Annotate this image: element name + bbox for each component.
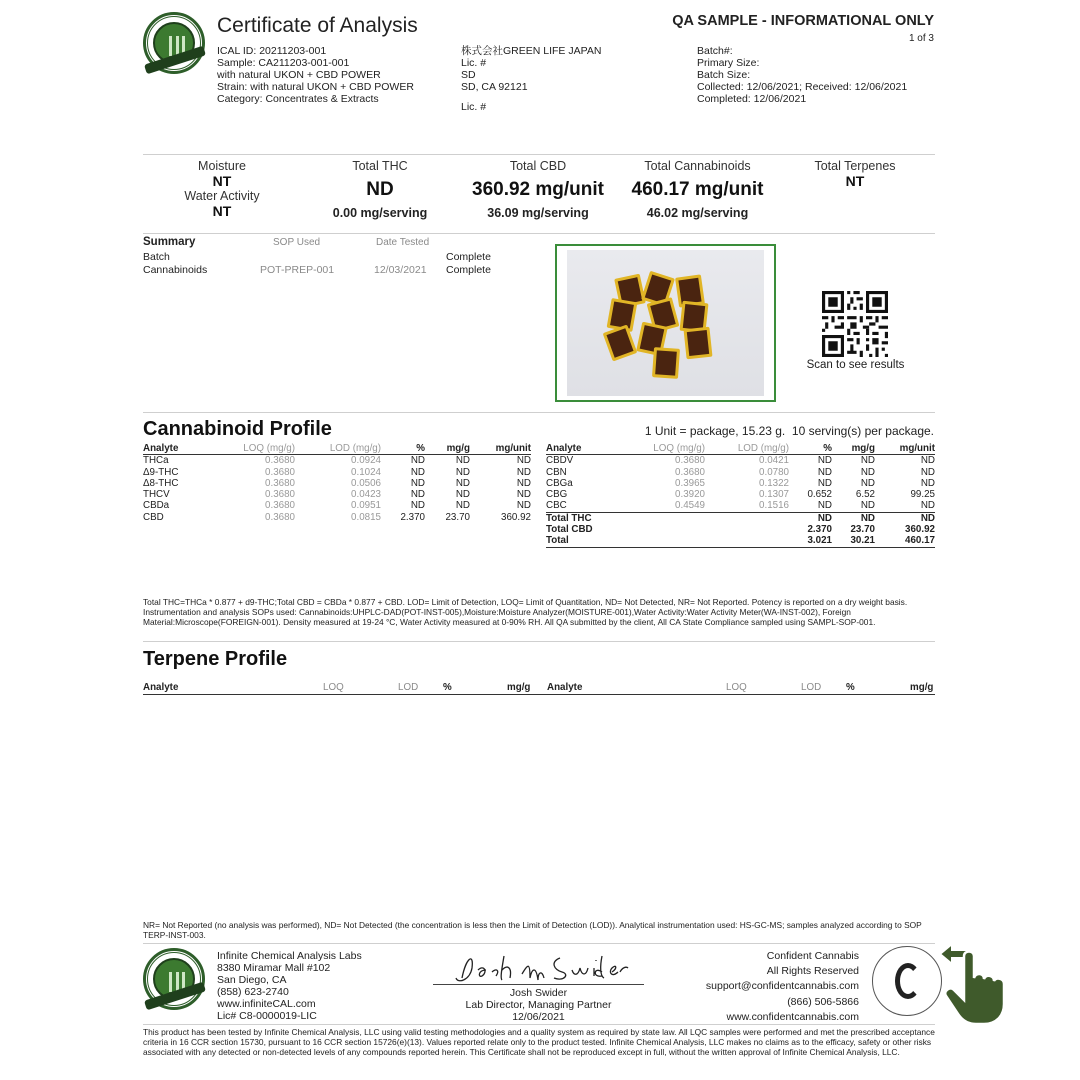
- table-row: [546, 512, 935, 524]
- value-cell: ND: [920, 477, 935, 489]
- qa-sample-note: QA SAMPLE - INFORMATIONAL ONLY: [672, 13, 934, 29]
- qr-code[interactable]: [822, 291, 888, 357]
- lab-address: Infinite Chemical Analysis Labs 8380 Miramar Mall #102 San Diego, CA (858) 623-2740 www.infiniteCAL.com Lic# C8-0000019-LIC: [217, 950, 362, 1022]
- value-cell: ND: [516, 489, 531, 501]
- table-row: [546, 467, 935, 478]
- tap-hand-icon[interactable]: [930, 936, 1020, 1026]
- value-cell: 0.3680: [265, 511, 295, 523]
- value-cell: 0.3680: [265, 466, 295, 478]
- value-cell: ND: [860, 477, 875, 489]
- value-cell: 0.0815: [351, 511, 381, 523]
- table-row: [546, 478, 935, 489]
- value-cell: ND: [516, 477, 531, 489]
- terpene-notes: NR= Not Reported (no analysis was performed), ND= Not Detected (the concentration is less then the Limit of Detection (LOD)). Analytical instrumentation used: HS-GC-MS; samples analyzed according to SOP TERP-INST-003.: [143, 920, 922, 941]
- value-cell: 2.370: [400, 511, 425, 523]
- analyte-cell: Total: [546, 535, 626, 547]
- value-cell: 0.0423: [351, 489, 381, 501]
- analyte-cell: CBG: [546, 489, 568, 501]
- value-cell: 0.0951: [351, 500, 381, 512]
- table-row: [143, 512, 531, 523]
- lab-seal-logo-footer: [143, 948, 205, 1010]
- value-cell: ND: [920, 455, 935, 467]
- batch-info: Batch#: Primary Size: Batch Size: Collected: 12/06/2021; Received: 12/06/2021 Completed: 12/06/2021: [697, 45, 908, 105]
- analyte-cell: CBDa: [143, 500, 170, 512]
- value-cell: ND: [860, 455, 875, 467]
- analyte-cell: CBDV: [546, 455, 574, 467]
- document-title: Certificate of Analysis: [217, 14, 418, 37]
- cannabinoid-profile-title: Cannabinoid Profile: [143, 418, 332, 440]
- cannabinoid-table-right: Analyte LOQ (mg/g) LOD (mg/g) % mg/g mg/unit CBDV 0.3680 0.0421 ND ND ND CBN 0.3680 0.0780 ND ND ND CBGa 0.3965 0.1322 ND ND ND CBG 0.3920 0.1307 0.652 6.52 99.25 CBC 0.4549 0.1516 ND ND ND Total THC ND ND ND Total CBD 2.370 23.70 360.92 Total 3.021 30.21 460.17: [546, 443, 935, 547]
- total-cbd-block: Total CBD 360.92 mg/unit 36.09 mg/serving: [472, 159, 604, 220]
- value-cell: ND: [455, 466, 470, 478]
- client-info: 株式会社GREEN LIFE JAPAN Lic. # SD SD, CA 92121 Lic. #: [461, 45, 602, 113]
- value-cell: ND: [410, 466, 425, 478]
- value-cell: ND: [789, 512, 832, 524]
- table-row: [143, 455, 531, 467]
- value-cell: 360.92: [905, 524, 935, 536]
- analyte-cell: CBN: [546, 466, 567, 478]
- cannabinoid-notes: Total THC=THCa * 0.877 + d9-THC;Total CBD = CBDa * 0.877 + CBD. LOD= Limit of Detection, LOQ= Limit of Quantitation, ND= Not Detected, NR= Not Reported. Potency is reported on a dry weight basis. Instrumentation and analysis SOPs used: Cannabinoids:UHPLC-DAD(POT-INST-005),Moisture:Moisture Analyzer(MOISTURE-001),Water Activity:Water Activity Meter(WA-INST-002), Foreign Material:Microscope(FOREIGN-001). Density measured at 19-24 °C, Water Activity measured at 0-90% RH. All QA submitted by the client, All CA State Compliance sampled using SAMPL-SOP-001.: [143, 597, 908, 628]
- value-cell: 0.3680: [265, 500, 295, 512]
- value-cell: ND: [817, 466, 832, 478]
- value-cell: 0.3965: [675, 477, 705, 489]
- table-row: [143, 489, 531, 500]
- value-cell: 2.370: [807, 524, 832, 536]
- total-thc-block: Total THC ND 0.00 mg/serving: [332, 159, 428, 220]
- value-cell: 0.0421: [759, 455, 789, 467]
- value-cell: ND: [817, 455, 832, 467]
- total-terpenes-block: Total Terpenes NT: [814, 159, 896, 189]
- value-cell: ND: [875, 512, 935, 524]
- analyte-cell: CBC: [546, 500, 567, 512]
- legal-disclaimer: This product has been tested by Infinite Chemical Analysis, LLC using valid testing methodologies and a quality system as required by state law. All LQC samples were performed and met the prescribed acceptance criteria in 16 CCR section 15730, pursuant to 16 CCR section 15726(e)(13). Values reported relate only to the product tested. Infinite Chemical Analysis, LLC makes no claims as to the efficacy, safety or other risks associated with any detected or non-detected levels of any compounds reported herein. This Certificate shall not be reproduced except in full, without the written approval of Infinite Chemical Analysis, LLC.: [143, 1027, 935, 1058]
- total-cannabinoids-block: Total Cannabinoids 460.17 mg/unit 46.02 mg/serving: [631, 159, 764, 220]
- value-cell: 0.3680: [675, 466, 705, 478]
- value-cell: 0.1322: [759, 477, 789, 489]
- value-cell: ND: [920, 466, 935, 478]
- qr-caption: Scan to see results: [806, 359, 905, 371]
- value-cell: ND: [455, 477, 470, 489]
- value-cell: 23.70: [850, 524, 875, 536]
- value-cell: 0.3680: [675, 455, 705, 467]
- value-cell: 99.25: [910, 489, 935, 501]
- value-cell: 460.17: [875, 535, 935, 547]
- table-row: [546, 535, 935, 547]
- value-cell: [705, 535, 789, 547]
- analyte-cell: THCV: [143, 489, 170, 501]
- value-cell: ND: [817, 477, 832, 489]
- value-cell: ND: [410, 500, 425, 512]
- value-cell: ND: [410, 489, 425, 501]
- signer-info: Josh Swider Lab Director, Managing Partner 12/06/2021: [465, 987, 612, 1023]
- value-cell: [705, 512, 789, 524]
- value-cell: 0.3920: [675, 489, 705, 501]
- terpene-profile-title: Terpene Profile: [143, 648, 288, 670]
- value-cell: ND: [817, 500, 832, 512]
- table-row: [143, 478, 531, 489]
- moisture-block: Moisture NT Water Activity NT: [184, 159, 260, 219]
- table-row: [546, 489, 935, 500]
- table-row: [143, 467, 531, 478]
- analyte-cell: CBGa: [546, 477, 573, 489]
- signature-image: [452, 948, 632, 986]
- value-cell: [626, 535, 705, 547]
- value-cell: ND: [860, 500, 875, 512]
- value-cell: 0.1024: [351, 466, 381, 478]
- table-row: [546, 524, 935, 535]
- unit-note: 1 Unit = package, 15.23 g. 10 serving(s) per package.: [644, 424, 934, 438]
- value-cell: 0.3680: [265, 455, 295, 467]
- value-cell: ND: [832, 512, 875, 524]
- value-cell: 0.1307: [759, 489, 789, 501]
- value-cell: 0.3680: [265, 489, 295, 501]
- value-cell: 0.0780: [759, 466, 789, 478]
- value-cell: 30.21: [832, 535, 875, 547]
- value-cell: ND: [455, 489, 470, 501]
- lab-seal-logo: [143, 12, 205, 74]
- value-cell: 3.021: [789, 535, 832, 547]
- cannabinoid-table-left: Analyte LOQ (mg/g) LOD (mg/g) % mg/g mg/unit THCa 0.3680 0.0924 ND ND ND Δ9-THC 0.3680 0.1024 ND ND ND Δ8-THC 0.3680 0.0506 ND ND ND THCV 0.3680 0.0423 ND ND ND CBDa 0.3680 0.0951 ND ND ND CBD 0.3680 0.0815 2.370 23.70 360.92: [143, 443, 531, 523]
- table-row: [143, 500, 531, 511]
- product-photo: [555, 244, 776, 402]
- analyte-cell: Total THC: [546, 512, 626, 524]
- value-cell: 0.4549: [675, 500, 705, 512]
- page-number: 1 of 3: [908, 33, 934, 44]
- value-cell: ND: [920, 500, 935, 512]
- terpene-table-header: Analyte LOQ LOD % mg/g Analyte LOQ LOD % mg/g: [143, 682, 934, 693]
- analyte-cell: Δ8-THC: [143, 477, 179, 489]
- table-row: [546, 500, 935, 512]
- analyte-cell: THCa: [143, 455, 169, 467]
- analyte-cell: Total CBD: [546, 524, 593, 536]
- value-cell: ND: [860, 466, 875, 478]
- value-cell: [626, 524, 705, 535]
- value-cell: ND: [410, 477, 425, 489]
- value-cell: 0.1516: [759, 500, 789, 512]
- analyte-cell: CBD: [143, 511, 164, 523]
- value-cell: ND: [455, 500, 470, 512]
- value-cell: 0.0924: [351, 455, 381, 467]
- value-cell: [705, 524, 789, 535]
- confident-cannabis-info: Confident Cannabis All Rights Reserved support@confidentcannabis.com (866) 506-5866 www.confidentcannabis.com: [705, 950, 859, 1023]
- analyte-cell: Δ9-THC: [143, 466, 179, 478]
- value-cell: ND: [455, 455, 470, 467]
- value-cell: ND: [516, 500, 531, 512]
- sample-info: ICAL ID: 20211203-001 Sample: CA211203-001-001 with natural UKON + CBD POWER Strain: with natural UKON + CBD POWER Category: Concentrates & Extracts: [217, 45, 414, 105]
- value-cell: 0.0506: [351, 477, 381, 489]
- value-cell: 23.70: [445, 511, 470, 523]
- value-cell: ND: [516, 466, 531, 478]
- value-cell: [626, 512, 705, 524]
- value-cell: ND: [516, 455, 531, 467]
- value-cell: 0.3680: [265, 477, 295, 489]
- value-cell: ND: [410, 455, 425, 467]
- value-cell: 0.652: [807, 489, 832, 501]
- value-cell: 6.52: [855, 489, 875, 501]
- table-row: [546, 455, 935, 467]
- value-cell: 360.92: [501, 511, 531, 523]
